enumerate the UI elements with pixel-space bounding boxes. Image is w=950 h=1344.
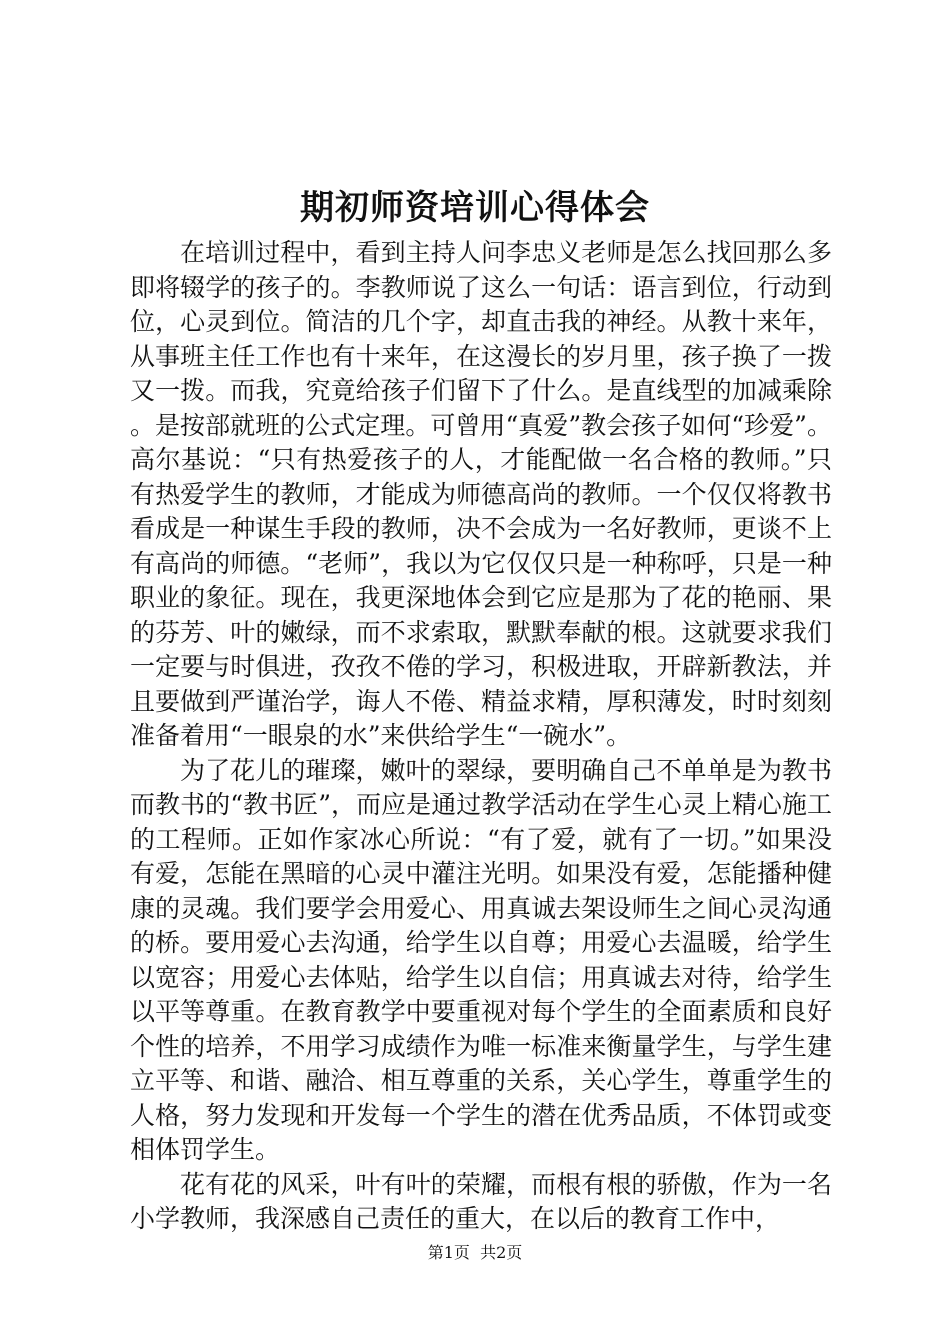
paragraph-2: 为了花儿的璀璨，嫩叶的翠绿，要明确自己不单单是为教书而教书的“教书匠”，而应是通过教学活动在学生心灵上精心施工的工程师。正如作家冰心所说：“有了爱，就有了一切。”如果没有爱，怎能在黑暗的心灵中灌注光明。如果没有爱，怎能播种健康的灵魂。我们要学会用爱心、用真诚去架设师生之间心灵沟通的桥。要用爱心去沟通，给学生以自尊；用爱心去温暖，给学生以宽容；用爱心去体贴，给学生以自信；用真诚去对待，给学生以平等尊重。在教育教学中要重视对每个学生的全面素质和良好个性的培养，不用学习成绩作为唯一标准来衡量学生，与学生建立平等、和谐、融洽、相互尊重的关系，关心学生，尊重学生的人格，努力发现和开发每一个学生的潜在优秀品质，不体罚或变相体罚学生。 — [130, 755, 832, 1164]
page-footer — [0, 1242, 950, 1264]
paragraph-3: 花有花的风采，叶有叶的荣耀，而根有根的骄傲，作为一名小学教师，我深感自己责任的重大，在以后的教育工作中， — [130, 1169, 832, 1233]
page-total: 共2页 — [480, 1243, 523, 1262]
page-number: 第1页 — [427, 1243, 470, 1262]
document-title: 期初师资培训心得体会 — [300, 188, 650, 228]
paragraph-1: 在培训过程中，看到主持人问李忠义老师是怎么找回那么多即将辍学的孩子的。李教师说了这么一句话：语言到位，行动到位，心灵到位。简洁的几个字，却直击我的神经。从教十来年，从事班主任工作也有十来年，在这漫长的岁月里，孩子换了一拨又一拨。而我，究竟给孩子们留下了什么。是直线型的加减乘除。是按部就班的公式定理。可曾用“真爱”教会孩子如何“珍爱”。高尔基说：“只有热爱孩子的人，才能配做一名合格的教师。”只有热爱学生的教师，才能成为师德高尚的教师。一个仅仅将教书看成是一种谋生手段的教师，决不会成为一名好教师，更谈不上有高尚的师德。“老师”，我以为它仅仅只是一种称呼，只是一种职业的象征。现在，我更深地体会到它应是那为了花的艳丽、果的芬芳、叶的嫩绿，而不求索取，默默奉献的根。这就要求我们一定要与时俱进，孜孜不倦的学习，积极进取，开辟新教法，并且要做到严谨治学，诲人不倦、精益求精，厚积薄发，时时刻刻准备着用“一眼泉的水”来供给学生“一碗水”。 — [130, 238, 832, 750]
document-body — [130, 236, 832, 1237]
